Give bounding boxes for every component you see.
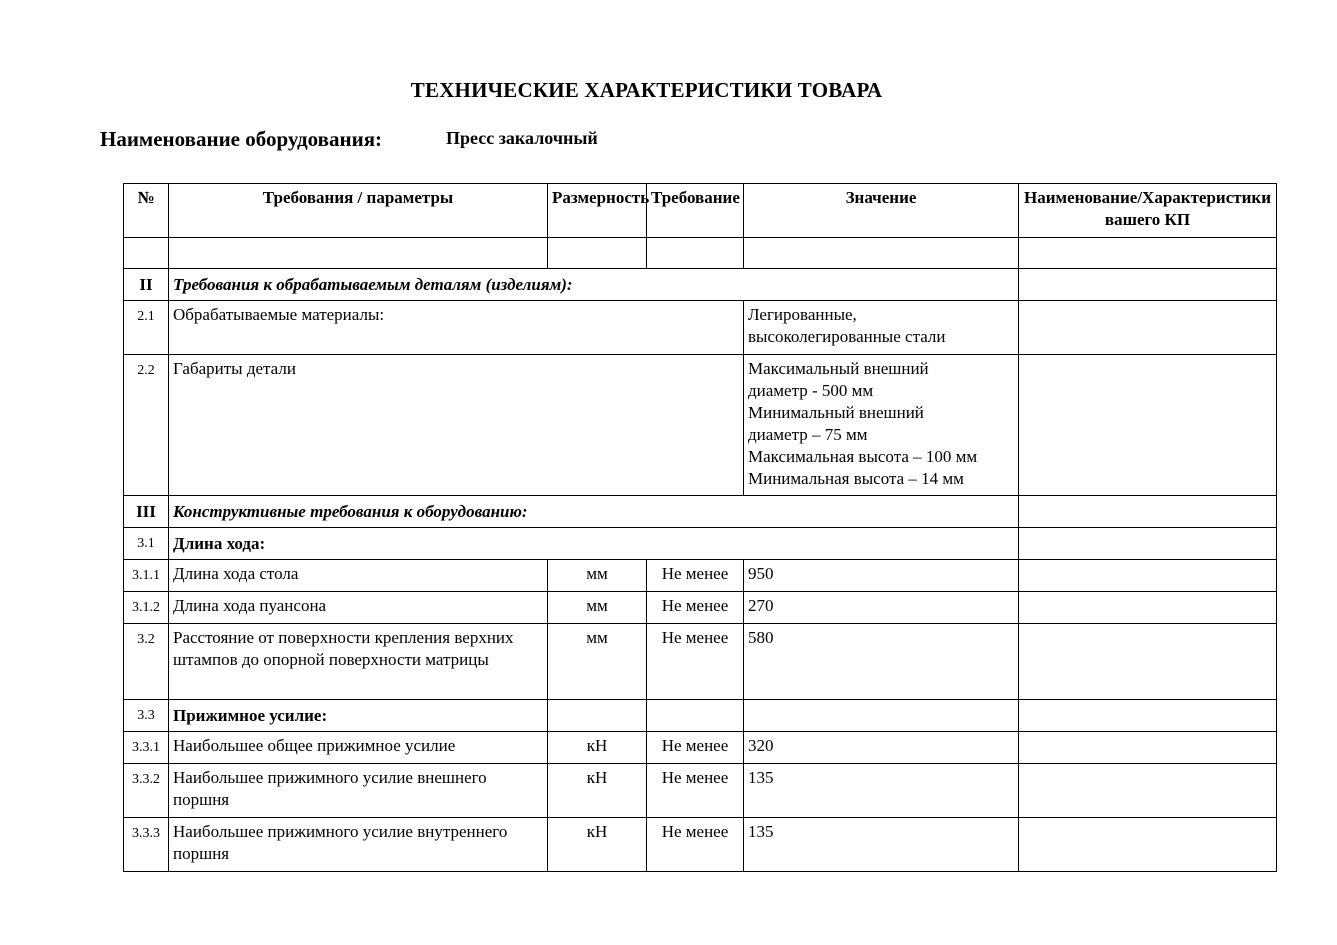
offer-cell bbox=[1019, 301, 1277, 355]
row-value: 270 bbox=[744, 592, 1019, 624]
section-num: II bbox=[124, 269, 169, 301]
offer-cell bbox=[1019, 528, 1277, 560]
row-param: Длина хода стола bbox=[169, 560, 548, 592]
row-num: 3.3.3 bbox=[124, 818, 169, 872]
row-num: 3.1 bbox=[124, 528, 169, 560]
header-param: Требования / параметры bbox=[169, 184, 548, 238]
header-req: Требование bbox=[647, 184, 744, 238]
row-unit: кН bbox=[548, 732, 647, 764]
table-row bbox=[124, 560, 1277, 592]
spec-table bbox=[123, 183, 1277, 872]
value-line: Минимальный внешний bbox=[748, 403, 924, 422]
row-req: Не менее bbox=[647, 624, 744, 700]
row-param: Обрабатываемые материалы: bbox=[169, 301, 744, 355]
equipment-value: Пресс закалочный bbox=[446, 128, 598, 148]
row-num: 3.2 bbox=[124, 624, 169, 700]
row-num: 3.1.1 bbox=[124, 560, 169, 592]
empty-row bbox=[124, 238, 1277, 269]
row-unit: кН bbox=[548, 764, 647, 818]
table-row bbox=[124, 624, 1277, 700]
row-num: 3.1.2 bbox=[124, 592, 169, 624]
row-value bbox=[744, 355, 1019, 496]
offer-cell bbox=[1019, 624, 1277, 700]
header-value: Значение bbox=[744, 184, 1019, 238]
offer-cell bbox=[1019, 592, 1277, 624]
offer-cell bbox=[1019, 700, 1277, 732]
row-num: 2.1 bbox=[124, 301, 169, 355]
section-row bbox=[124, 269, 1277, 301]
value-line: Легированные, bbox=[748, 305, 857, 324]
row-req: Не менее bbox=[647, 764, 744, 818]
value-line: Максимальная высота – 100 мм bbox=[748, 447, 978, 466]
subsection-title: Прижимное усилие: bbox=[169, 700, 548, 732]
row-value: 950 bbox=[744, 560, 1019, 592]
row-param: Наибольшее прижимного усилие внешнего поршня bbox=[169, 764, 548, 818]
row-req: Не менее bbox=[647, 592, 744, 624]
value-line: Минимальная высота – 14 мм bbox=[748, 469, 964, 488]
table-row bbox=[124, 818, 1277, 872]
value-line: высоколегированные стали bbox=[748, 327, 946, 346]
row-param: Длина хода пуансона bbox=[169, 592, 548, 624]
row-value: 320 bbox=[744, 732, 1019, 764]
section-num: III bbox=[124, 496, 169, 528]
table-row bbox=[124, 764, 1277, 818]
header-num: № bbox=[124, 184, 169, 238]
offer-cell bbox=[1019, 269, 1277, 301]
row-param: Расстояние от поверхности крепления верхних штампов до опорной поверхности матрицы bbox=[169, 624, 548, 700]
row-value: 580 bbox=[744, 624, 1019, 700]
row-value: 135 bbox=[744, 764, 1019, 818]
table-row bbox=[124, 301, 1277, 355]
subsection-row bbox=[124, 700, 1277, 732]
row-unit: кН bbox=[548, 818, 647, 872]
row-req: Не менее bbox=[647, 560, 744, 592]
document-title: ТЕХНИЧЕСКИЕ ХАРАКТЕРИСТИКИ ТОВАРА bbox=[410, 78, 883, 102]
row-unit: мм bbox=[548, 624, 647, 700]
value-line: Максимальный внешний bbox=[748, 359, 929, 378]
row-value bbox=[744, 301, 1019, 355]
table-row bbox=[124, 355, 1277, 496]
offer-cell bbox=[1019, 355, 1277, 496]
row-unit: мм bbox=[548, 592, 647, 624]
header-unit: Размерность bbox=[548, 184, 647, 238]
section-title: Конструктивные требования к оборудованию: bbox=[169, 496, 1019, 528]
value-line: диаметр - 500 мм bbox=[748, 381, 874, 400]
offer-cell bbox=[1019, 496, 1277, 528]
row-value: 135 bbox=[744, 818, 1019, 872]
table-header-row bbox=[124, 184, 1277, 238]
row-num: 2.2 bbox=[124, 355, 169, 496]
row-num: 3.3 bbox=[124, 700, 169, 732]
subsection-row bbox=[124, 528, 1277, 560]
section-row bbox=[124, 496, 1277, 528]
table-row bbox=[124, 592, 1277, 624]
offer-cell bbox=[1019, 560, 1277, 592]
offer-cell bbox=[1019, 818, 1277, 872]
offer-cell bbox=[1019, 732, 1277, 764]
row-num: 3.3.2 bbox=[124, 764, 169, 818]
header-offer: Наименование/Характеристики вашего КП bbox=[1019, 184, 1277, 238]
row-num: 3.3.1 bbox=[124, 732, 169, 764]
row-param: Габариты детали bbox=[169, 355, 744, 496]
row-req: Не менее bbox=[647, 732, 744, 764]
equipment-label: Наименование оборудования: bbox=[100, 127, 383, 151]
value-line: диаметр – 75 мм bbox=[748, 425, 868, 444]
row-param: Наибольшее общее прижимное усилие bbox=[169, 732, 548, 764]
row-unit: мм bbox=[548, 560, 647, 592]
table-row bbox=[124, 732, 1277, 764]
section-title: Требования к обрабатываемым деталям (изделиям): bbox=[169, 269, 1019, 301]
row-param: Наибольшее прижимного усилие внутреннего поршня bbox=[169, 818, 548, 872]
offer-cell bbox=[1019, 764, 1277, 818]
subsection-title: Длина хода: bbox=[169, 528, 1019, 560]
row-req: Не менее bbox=[647, 818, 744, 872]
